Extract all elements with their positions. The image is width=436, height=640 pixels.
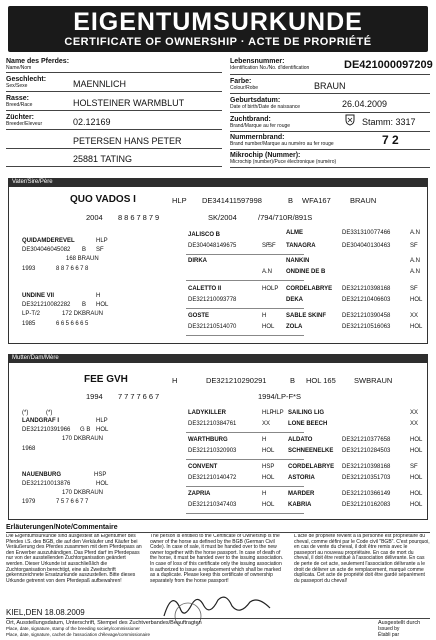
divider bbox=[230, 167, 430, 168]
chip-label: Mikrochip (Nummer): bbox=[230, 152, 301, 159]
sire-gdam-year: 1985 bbox=[22, 321, 36, 327]
sire-ggp-tag: SF bbox=[262, 243, 270, 249]
color-sub: Colour/Robe bbox=[230, 85, 259, 91]
dam-ggp-name: ZAPRIA bbox=[188, 491, 211, 497]
dam-gggp-name: SCHNEENELKE bbox=[288, 448, 334, 454]
sire-gggp-flag: SF bbox=[410, 243, 418, 249]
color-value: BRAUN bbox=[314, 81, 346, 91]
sex-label: Geschlecht: bbox=[6, 76, 47, 83]
dam-gggp-flag: SF bbox=[410, 464, 418, 470]
dam-gdam-hsp: HSP bbox=[94, 472, 107, 478]
dam-gdam-hol: HOL bbox=[96, 481, 109, 487]
issued-by-de: Ausgestellt durch bbox=[378, 620, 421, 626]
sire-ggp-tag: HOL bbox=[262, 324, 275, 330]
dam-gggp-flag: HOL bbox=[410, 491, 423, 497]
sire-name: QUO VADOS I bbox=[70, 194, 136, 205]
dam-gggp-ueln: DE321210398168 bbox=[342, 464, 391, 470]
dam-gsire-gb: G B bbox=[80, 427, 91, 433]
signature-label-de: Ort, Ausstellungsdatum, Unterschrift, Stempel des Zuchtverbandes/Beauftragten bbox=[6, 620, 202, 626]
sire-gsire-n: 168 BRAUN bbox=[66, 256, 99, 262]
brand-sub: Brand/Marque au fer rouge bbox=[230, 123, 291, 129]
sire-ggp-name: DIRKA bbox=[188, 258, 207, 264]
sire-ggp-ueln: DE321210093778 bbox=[188, 297, 237, 303]
sire-breed: HLP bbox=[172, 196, 187, 205]
divider bbox=[6, 110, 222, 111]
dam-ggp-flag: HOL bbox=[262, 475, 275, 481]
name-sub: Name/Nom bbox=[6, 65, 32, 71]
sire-gggp-ueln: DE321210516063 bbox=[342, 324, 391, 330]
dam-ggp-flag: HOL bbox=[262, 448, 275, 454]
dob-value: 26.04.2009 bbox=[342, 99, 388, 109]
dam-gggp-ueln: DE321210162083 bbox=[342, 502, 391, 508]
dam-gggp-flag: HOL bbox=[410, 448, 423, 454]
brand-label: Zuchtbrand: bbox=[230, 116, 271, 123]
sire-gggp-name: ONDINE DE B bbox=[286, 269, 326, 275]
issued-by-fr: Établi par bbox=[378, 632, 400, 638]
dam-gggp-name: MARDER bbox=[288, 491, 315, 497]
sire-gggp-name: ZOLA bbox=[286, 324, 303, 330]
dam-gsire-name: LANDGRAF I bbox=[22, 418, 59, 424]
certificate-header bbox=[8, 6, 428, 52]
sire-gggp-ueln: DE321210390458 bbox=[342, 313, 391, 319]
dam-gdam-name: NAUENBURG bbox=[22, 472, 61, 478]
dam-name: FEE GVH bbox=[84, 374, 128, 385]
dam-gggp-name: ALDATO bbox=[288, 437, 313, 443]
signature-label-en: Place, date, signature, stamp of the breeding society/commissioner bbox=[6, 626, 140, 631]
ueln-sub: Identification No./No. d'identification bbox=[230, 65, 310, 71]
sire-color: BRAUN bbox=[350, 196, 377, 205]
sire-gggp-ueln: DE331310077466 bbox=[342, 230, 391, 236]
sire-id2: WFA167 bbox=[302, 196, 331, 205]
dam-ggp-flag: HOL bbox=[262, 502, 275, 508]
sire-ueln: DE341411597998 bbox=[202, 196, 262, 205]
notes-title: Erläuterungen/Note/Commentaire bbox=[6, 524, 118, 531]
dam-gggp-name: CORDELABRYE bbox=[288, 464, 335, 470]
dam-gdam-code: 7576677 bbox=[56, 499, 90, 505]
dam-ueln: DE321210290291 bbox=[206, 376, 267, 385]
ueln-label: Lebensnummer: bbox=[230, 58, 285, 65]
sire-gdam-ueln: DE321210082282 bbox=[22, 302, 71, 308]
dam-gsire-star2: (*) bbox=[46, 410, 53, 416]
brand-value: Stamm: 3317 bbox=[362, 117, 416, 127]
dam-hol: HOL 165 bbox=[306, 376, 336, 385]
breeder-number: 02.12169 bbox=[73, 117, 111, 127]
breed-label: Rasse: bbox=[6, 95, 29, 102]
chip-sub: Microchip (number)/Puce électronique (numéro) bbox=[230, 159, 337, 165]
dam-b: B bbox=[290, 376, 296, 385]
sire-gsire-sf: SF bbox=[96, 247, 104, 253]
sire-gdam-n: 172 DKBRAUN bbox=[62, 311, 104, 317]
dam-ggp-tag: HLP bbox=[262, 410, 274, 416]
dam-gsire-year: 1968 bbox=[22, 446, 36, 452]
divider bbox=[230, 112, 430, 113]
sire-gggp-flag: A.N bbox=[410, 269, 421, 275]
dam-gsire-star: (*) bbox=[22, 410, 29, 416]
notes-english: The person is entitled to the Certificate of Ownership is the owner of the horse as defined by the BGB (German Civil Code). In case of sale, it must be handed over to the new owner together with the horse passport. In case of death of the horse, it must be handed over to the issuing association. In case of loss of this certificate only the issuing association is authorized to issue a replacement which shall be marked as a duplicate. Please keep this certificate of ownership separately from the horse passport! bbox=[150, 534, 284, 584]
dam-gggp-flag: HOL bbox=[410, 437, 423, 443]
dam-ggp-ueln: DE321210320903 bbox=[188, 448, 237, 454]
dam-gggp-name: ASTORIA bbox=[288, 475, 315, 481]
dam-year: 1994 bbox=[86, 392, 103, 401]
divider bbox=[6, 129, 222, 130]
divider bbox=[6, 72, 222, 73]
ueln-value: DE421000097209 bbox=[344, 59, 433, 71]
divider bbox=[6, 91, 222, 92]
dam-ggp-flag: XX bbox=[262, 421, 271, 427]
sire-ggp-name: CALETTO II bbox=[188, 286, 222, 292]
sire-gsire-name: QUIDAMDEREVEL bbox=[22, 238, 75, 244]
sire-ggp-tag: HOLP bbox=[262, 286, 279, 292]
sire-gsire-year: 1993 bbox=[22, 266, 36, 272]
sire-gggp-name: SABLE SKINF bbox=[286, 313, 327, 319]
notes-french: L'acte de propriété revient à la personne est propriétaire du cheval, comme défini par le Code civil "BGB". C'est pourquoi, en cas de vente du cheval, il doit être remis avec le passeport au nouveau propriétaire. En cas de mort du cheval, il doit être restitué à l'association délivrante. En cas de perte de cet acte, seulement l'association délivrante a le droit de délivrer un acte de remplacement, marqué comme duplicata. Cet acte de propriété doit être gardé séparément du passeport du cheval! bbox=[294, 534, 430, 584]
dam-h: H bbox=[172, 376, 178, 385]
sire-gggp-flag: SF bbox=[410, 286, 418, 292]
breeder-label: Züchter: bbox=[6, 114, 34, 121]
notes-german: Die Eigentumsurkunde sind ausgestellt an Eigentümer des Pferdes i.S. des BGB, die auf den Verkäufer und Käufer bei Veräußerung des Pferdes zusammen mit dem Pferdepass an den Erwerber auszuhändigen. Das Pferd darf im Pferdepass nur von der ausstellenden Zuchtorganisation geändert werden. Dieser Urkunde ist ausschließlich die Zuchtorganisation berechtigt, eine als Zweitschrift gekennzeichnete Ersatzurkunde auszustellen. Bitte dieses Urkunde getrennt von dem Pferdepaß aufbewahren! bbox=[6, 534, 142, 584]
sire-gggp-name: NANKIN bbox=[286, 258, 310, 264]
certificate-title: EIGENTUMSURKUNDE bbox=[73, 8, 363, 36]
dam-ggp-name: CONVENT bbox=[188, 464, 218, 470]
dam-gggp-flag: HOL bbox=[410, 475, 423, 481]
sire-gggp-ueln: DE321210406603 bbox=[342, 297, 391, 303]
sire-gdam-code: 6656665 bbox=[56, 321, 90, 327]
divider bbox=[6, 148, 222, 149]
dam-reg: 1994/LP-F*S bbox=[258, 392, 301, 401]
divider bbox=[230, 93, 430, 94]
breed-sub: Breed/Race bbox=[6, 102, 33, 108]
dam-ggp-ueln: DE321210384761 bbox=[188, 421, 237, 427]
dam-color: SWBRAUN bbox=[354, 376, 393, 385]
sire-gggp-flag: A.N bbox=[410, 230, 421, 236]
dam-ggp-ueln: DE321210140472 bbox=[188, 475, 237, 481]
dam-section-bar: Mutter/Dam/Mère bbox=[8, 354, 428, 363]
dam-gdam-ueln: DE321210013876 bbox=[22, 481, 71, 487]
sire-ggp-ueln: DE304048149675 bbox=[188, 243, 237, 249]
dam-gsire-hol: HOL bbox=[96, 427, 109, 433]
sire-gggp-flag: HOL bbox=[410, 324, 423, 330]
dam-ggp-name: LADYKILLER bbox=[188, 410, 226, 416]
sire-gggp-tag: SF bbox=[268, 243, 276, 249]
dam-code: 7777667 bbox=[118, 392, 162, 401]
dam-gsire-n: 170 DKBRAUN bbox=[62, 436, 104, 442]
sire-gdam-hol: HOL bbox=[96, 302, 109, 308]
sire-gdam-lp: LP-T/2 bbox=[22, 311, 41, 317]
dam-gggp-ueln: DE321210366149 bbox=[342, 491, 391, 497]
number-brand-value: 7 2 bbox=[382, 133, 399, 147]
certificate-subtitle: CERTIFICATE OF OWNERSHIP · ACTE DE PROPRIÉTÉ bbox=[64, 36, 372, 48]
sire-b: B bbox=[288, 196, 294, 205]
sire-gggp-name: TANAGRA bbox=[286, 243, 316, 249]
breeder-city: 25881 TATING bbox=[73, 154, 133, 164]
name-label: Name des Pferdes: bbox=[6, 58, 70, 65]
sire-section-bar: Vater/Sire/Père bbox=[8, 178, 428, 187]
sire-sk: SK/2004 bbox=[208, 213, 237, 222]
sire-gdam-name: UNDINE VII bbox=[22, 293, 55, 299]
dam-gsire-breed: HLP bbox=[96, 418, 108, 424]
issued-by-en: Issued by bbox=[378, 626, 400, 632]
dam-ggp-tag: H bbox=[262, 491, 267, 497]
dam-gggp-ueln: DE321210377658 bbox=[342, 437, 391, 443]
sire-ggp-name: GOSTE bbox=[188, 313, 210, 319]
dam-gggp-tag: HLP bbox=[272, 410, 284, 416]
sire-ggp-ueln: DE321210514070 bbox=[188, 324, 237, 330]
sire-gggp-flag: HOL bbox=[410, 297, 423, 303]
sex-value: MAENNLICH bbox=[73, 79, 127, 89]
divider bbox=[230, 149, 430, 150]
divider bbox=[6, 166, 222, 167]
dam-gggp-flag: XX bbox=[410, 421, 419, 427]
divider bbox=[230, 74, 430, 75]
dob-sub: Date of birth/Date de naissance bbox=[230, 104, 301, 110]
sire-gggp-name: DEKA bbox=[286, 297, 304, 303]
sire-year: 2004 bbox=[86, 213, 103, 222]
sire-gsire-b: B bbox=[82, 247, 87, 253]
dam-ggp-ueln: DE321210347403 bbox=[188, 502, 237, 508]
dam-gdam-year: 1979 bbox=[22, 499, 36, 505]
dam-ggp-tag: H bbox=[262, 437, 267, 443]
sire-gggp-ueln: DE321210398168 bbox=[342, 286, 391, 292]
brand-crest-icon bbox=[344, 114, 356, 126]
sire-gdam-h: H bbox=[96, 293, 101, 299]
sire-ggp-flag: H bbox=[262, 313, 267, 319]
sire-gsire-breed: HLP bbox=[96, 238, 108, 244]
sire-gggp-ueln: DE304040130463 bbox=[342, 243, 391, 249]
sex-sub: Sex/Sexe bbox=[6, 83, 28, 89]
sire-reg: /794/710R/891S bbox=[258, 213, 313, 222]
sire-gggp-flag: A.N bbox=[410, 258, 421, 264]
issue-place-date: KIEL,DEN 18.08.2009 bbox=[6, 608, 85, 617]
divider bbox=[6, 532, 430, 533]
divider bbox=[6, 618, 430, 619]
dam-gdam-n: 170 DKBRAUN bbox=[62, 490, 104, 496]
dam-gggp-ueln: DE321210351703 bbox=[342, 475, 391, 481]
breeder-name: PETERSEN HANS PETER bbox=[73, 136, 182, 146]
dam-gggp-flag: XX bbox=[410, 410, 419, 416]
dam-ggp-name: WARTHBURG bbox=[188, 437, 228, 443]
sire-gggp-name: CORDELABRYE bbox=[286, 286, 333, 292]
dam-gsire-ueln: DE321210391966 bbox=[22, 427, 71, 433]
number-brand-label: Nummernbrand: bbox=[230, 134, 285, 141]
sire-gsire-ueln: DE304046045082 bbox=[22, 247, 71, 253]
sire-gdam-b: B bbox=[82, 302, 87, 308]
breeder-sub: Breeder/Eleveur bbox=[6, 121, 43, 127]
sire-gggp-flag: XX bbox=[410, 313, 419, 319]
signature-label-fr: Place, date, signature, cachet de l'association d'élevage/commissionaire bbox=[6, 632, 151, 637]
dam-gggp-name: LONE BEECH bbox=[288, 421, 328, 427]
color-label: Farbe: bbox=[230, 78, 252, 85]
sire-ggp-flag: A.N bbox=[262, 269, 273, 275]
breed-value: HOLSTEINER WARMBLUT bbox=[73, 98, 185, 108]
dam-ggp-tag: HSP bbox=[262, 464, 275, 470]
sire-gggp-name: ALME bbox=[286, 230, 303, 236]
divider bbox=[230, 131, 430, 132]
sire-code: 8867879 bbox=[118, 213, 162, 222]
dam-gggp-ueln: DE321210284503 bbox=[342, 448, 391, 454]
dob-label: Geburtsdatum: bbox=[230, 97, 281, 104]
sire-ggp-name: JALISCO B bbox=[188, 232, 221, 238]
dam-gggp-name: SAILING LIG bbox=[288, 410, 324, 416]
number-brand-sub: Brand number/Marque au numéro au fer rouge bbox=[230, 141, 334, 147]
sire-gsire-code: 8876678 bbox=[56, 266, 90, 272]
dam-gggp-name: KABRIA bbox=[288, 502, 312, 508]
dam-gggp-flag: HOL bbox=[410, 502, 423, 508]
